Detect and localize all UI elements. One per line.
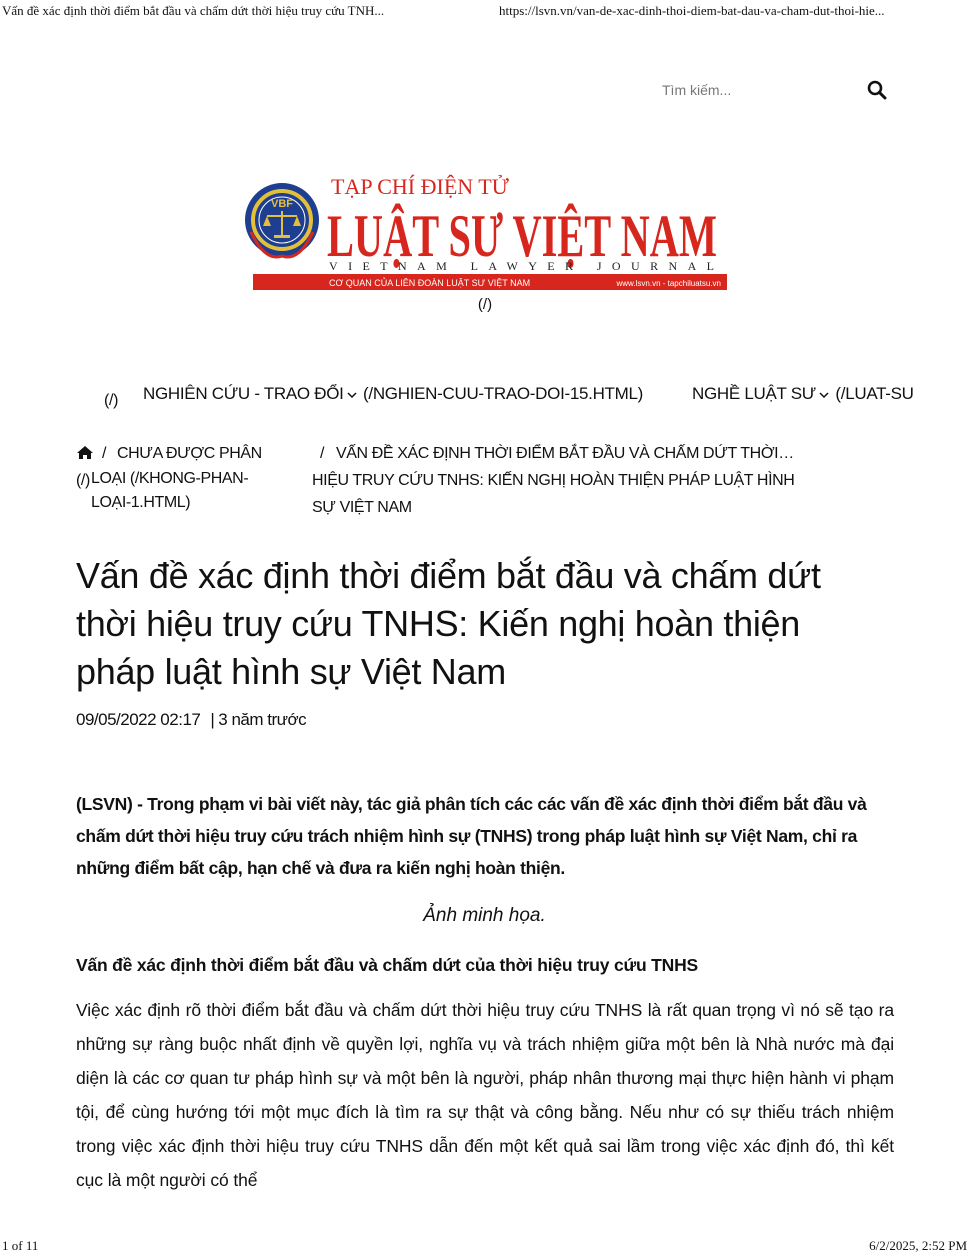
print-header-url: https://lsvn.vn/van-de-xac-dinh-thoi-diem-bat-dau-va-cham-dut-thoi-hie... (499, 3, 885, 18)
logo-main-text: LUẬT SƯ VIỆT NAM (327, 203, 717, 269)
print-datetime: 6/2/2025, 2:52 PM (869, 1238, 967, 1253)
vbf-badge-text: VBF (271, 198, 293, 210)
home-icon[interactable] (76, 445, 94, 460)
nav-item-nghien-cuu[interactable] (143, 384, 643, 404)
nav-item-href: (/LUAT-SU (835, 384, 914, 403)
search-button[interactable] (862, 78, 892, 104)
print-header (0, 0, 969, 22)
nav-item-nghe-luat-su[interactable] (692, 384, 914, 404)
nav-item-label: NGHỀ LUẬT SƯ (692, 384, 816, 403)
search-icon (867, 80, 887, 100)
chevron-down-icon (347, 390, 357, 400)
breadcrumb-home-link[interactable]: (/) (76, 472, 90, 489)
breadcrumb-category-line2: LOẠI (/KHONG-PHAN- (91, 470, 249, 487)
breadcrumb-category-line3: LOẠI-1.HTML) (91, 494, 191, 511)
breadcrumb-current-line3: SỰ VIỆT NAM (312, 499, 412, 516)
search-box (662, 78, 894, 104)
logo-banner-right: www.lsvn.vn - tapchiluatsu.vn (616, 279, 721, 288)
logo-graphic (245, 170, 727, 292)
breadcrumb-separator: / (320, 445, 325, 462)
logo-top-text: TẠP CHÍ ĐIỆN TỬ (331, 174, 509, 199)
article-date: 09/05/2022 02:17 (76, 710, 201, 729)
breadcrumb-current-line1: VẤN ĐỀ XÁC ĐỊNH THỜI ĐIỂM BẮT ĐẦU VÀ CHẤM DỨT THỜI… (336, 445, 794, 462)
breadcrumb-current (312, 440, 886, 521)
print-footer (0, 1238, 969, 1254)
article-paragraph: Việc xác định rõ thời điểm bắt đầu và chấm dứt thời hiệu truy cứu TNHS là rất quan trọng vì nó sẽ tạo ra những sự ràng buộc nhất định về quyền lợi, nghĩa vụ và trách nhiệm giữa một bên là Nhà nước mà đại diện là các cơ quan tư pháp hình sự và một bên là người, pháp nhân thương mại thực hiện hành vi phạm tội, để cùng hướng tới một mục đích là tìm ra sự thật và công bằng. Nếu như có sự thiếu trách nhiệm trong việc xác định thời hiệu truy cứu TNHS dẫn đến một kết quả sai lầm trong việc xác định đó, thì kết cục là một người có thể (76, 1000, 894, 1190)
breadcrumb (76, 440, 896, 520)
nav-item-label: NGHIÊN CỨU - TRAO ĐỔI (143, 384, 344, 403)
site-logo[interactable] (245, 170, 727, 292)
meta-separator: | (210, 710, 215, 729)
article-lead: (LSVN) - Trong phạm vi bài viết này, tác giả phân tích các các vấn đề xác định thời điểm bắt đầu và chấm dứt thời hiệu truy cứu trách nhiệm hình sự (TNHS) trong pháp luật hình sự Việt Nam, chỉ ra những điểm bất cập, hạn chế và đưa ra kiến nghị hoàn thiện. (76, 794, 867, 878)
article-title: Vấn đề xác định thời điểm bắt đầu và chấm dứt thời hiệu truy cứu TNHS: Kiến nghị hoàn thiện pháp luật hình sự Việt Nam (76, 555, 821, 692)
nav-home-link[interactable]: (/) (104, 392, 119, 409)
breadcrumb-current-line2: HIỆU TRUY CỨU TNHS: KIẾN NGHỊ HOÀN THIỆN PHÁP LUẬT HÌNH (312, 472, 795, 489)
logo-sub-text: VIETNAM LAWYER JOURNAL (329, 259, 714, 273)
search-input[interactable] (662, 78, 852, 102)
nav-item-href: (/NGHIEN-CUU-TRAO-DOI-15.HTML) (363, 384, 644, 403)
article-subheading: Vấn đề xác định thời điểm bắt đầu và chấm dứt của thời hiệu truy cứu TNHS (76, 955, 698, 975)
main-nav (0, 382, 915, 414)
breadcrumb-category[interactable]: CHƯA ĐƯỢC PHÂN (117, 445, 262, 462)
print-header-title: Vấn đề xác định thời điểm bắt đầu và chấm dứt thời hiệu truy cứu TNH... (2, 3, 385, 18)
print-page-number: 1 of 11 (2, 1238, 39, 1253)
breadcrumb-category-link[interactable] (91, 467, 281, 515)
breadcrumb-separator: / (102, 445, 107, 462)
vbf-emblem (245, 183, 319, 257)
article-meta (76, 710, 306, 730)
logo-link-text[interactable]: (/) (477, 296, 493, 313)
chevron-down-icon (819, 390, 829, 400)
article-relative-time: 3 năm trước (218, 710, 307, 729)
image-caption: Ảnh minh họa. (423, 905, 546, 926)
logo-banner-left: CƠ QUAN CỦA LIÊN ĐOÀN LUẬT SƯ VIỆT NAM (329, 278, 531, 288)
